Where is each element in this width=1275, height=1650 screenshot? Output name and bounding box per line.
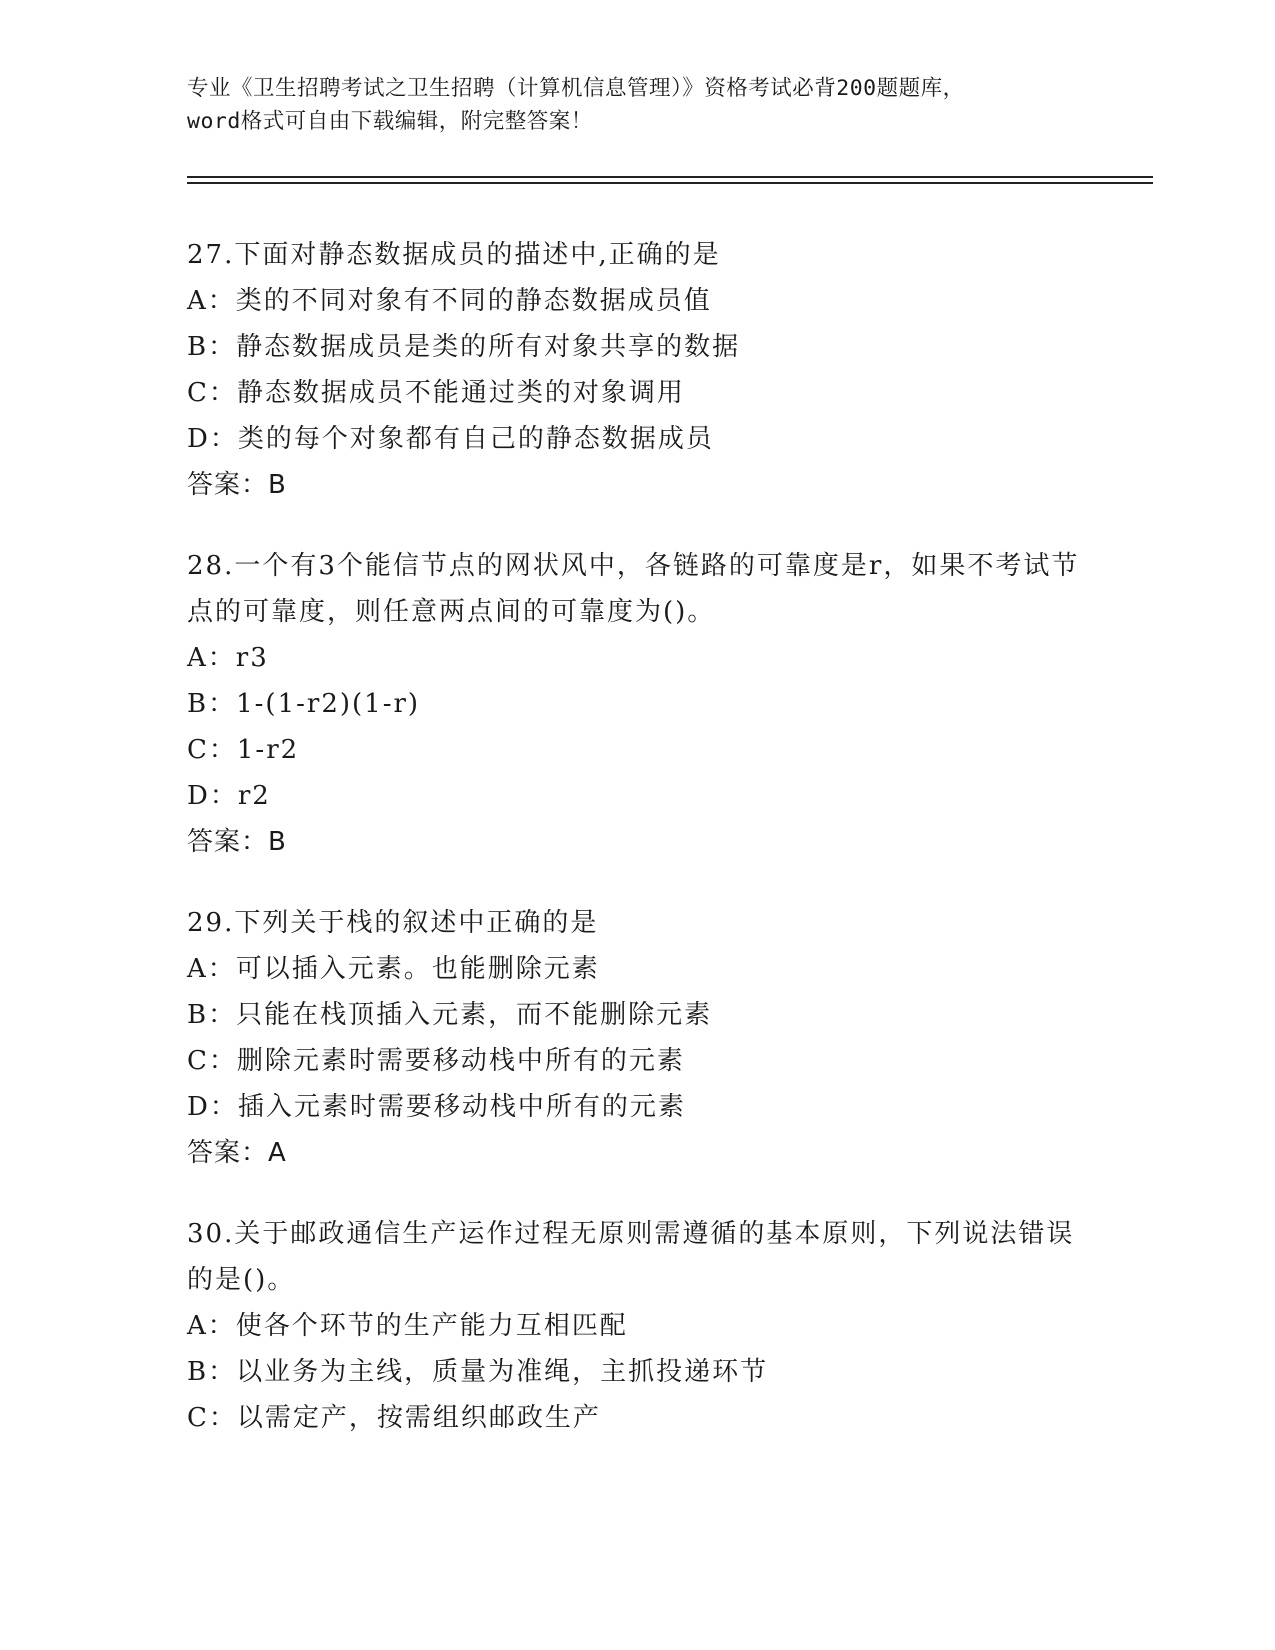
- document-header: [187, 72, 1087, 138]
- header-line-1: 专业《卫生招聘考试之卫生招聘（计算机信息管理）》资格考试必背200题题库，: [187, 76, 965, 101]
- question-28: [187, 543, 1087, 865]
- question-stem: 27.下面对静态数据成员的描述中,正确的是: [187, 240, 721, 270]
- question-29: [187, 900, 1087, 1176]
- answer: 答案：B: [187, 827, 287, 857]
- option-c: C：1-r2: [187, 735, 300, 765]
- question-list: [187, 232, 1087, 1476]
- option-b: B：静态数据成员是类的所有对象共享的数据: [187, 332, 741, 362]
- question-27: [187, 232, 1087, 508]
- option-c: C：以需定产，按需组织邮政生产: [187, 1403, 601, 1433]
- option-a: A：r3: [187, 643, 269, 673]
- header-divider-bottom: [187, 182, 1153, 184]
- option-a: A：使各个环节的生产能力互相匹配: [187, 1311, 628, 1341]
- question-stem: 30.关于邮政通信生产运作过程无原则需遵循的基本原则，下列说法错误的是()。: [187, 1219, 1075, 1295]
- question-stem: 28.一个有3个能信节点的网状风中，各链路的可靠度是r，如果不考试节点的可靠度，则任意两点间的可靠度为()。: [187, 551, 1080, 627]
- answer: 答案：B: [187, 470, 287, 500]
- option-c: C：静态数据成员不能通过类的对象调用: [187, 378, 685, 408]
- option-b: B：1-(1-r2)(1-r): [187, 689, 421, 719]
- option-a: A：可以插入元素。也能删除元素: [187, 954, 600, 984]
- option-d: D：类的每个对象都有自己的静态数据成员: [187, 424, 714, 454]
- option-d: D：插入元素时需要移动栈中所有的元素: [187, 1092, 686, 1122]
- header-line-2: word格式可自由下载编辑，附完整答案！: [187, 109, 593, 134]
- option-a: A：类的不同对象有不同的静态数据成员值: [187, 286, 712, 316]
- answer: 答案：A: [187, 1138, 287, 1168]
- header-divider-top: [187, 176, 1153, 178]
- question-stem: 29.下列关于栈的叙述中正确的是: [187, 908, 599, 938]
- question-30: [187, 1211, 1087, 1441]
- option-d: D：r2: [187, 781, 271, 811]
- option-b: B：以业务为主线，质量为准绳，主抓投递环节: [187, 1357, 769, 1387]
- option-b: B：只能在栈顶插入元素，而不能删除元素: [187, 1000, 713, 1030]
- option-c: C：删除元素时需要移动栈中所有的元素: [187, 1046, 685, 1076]
